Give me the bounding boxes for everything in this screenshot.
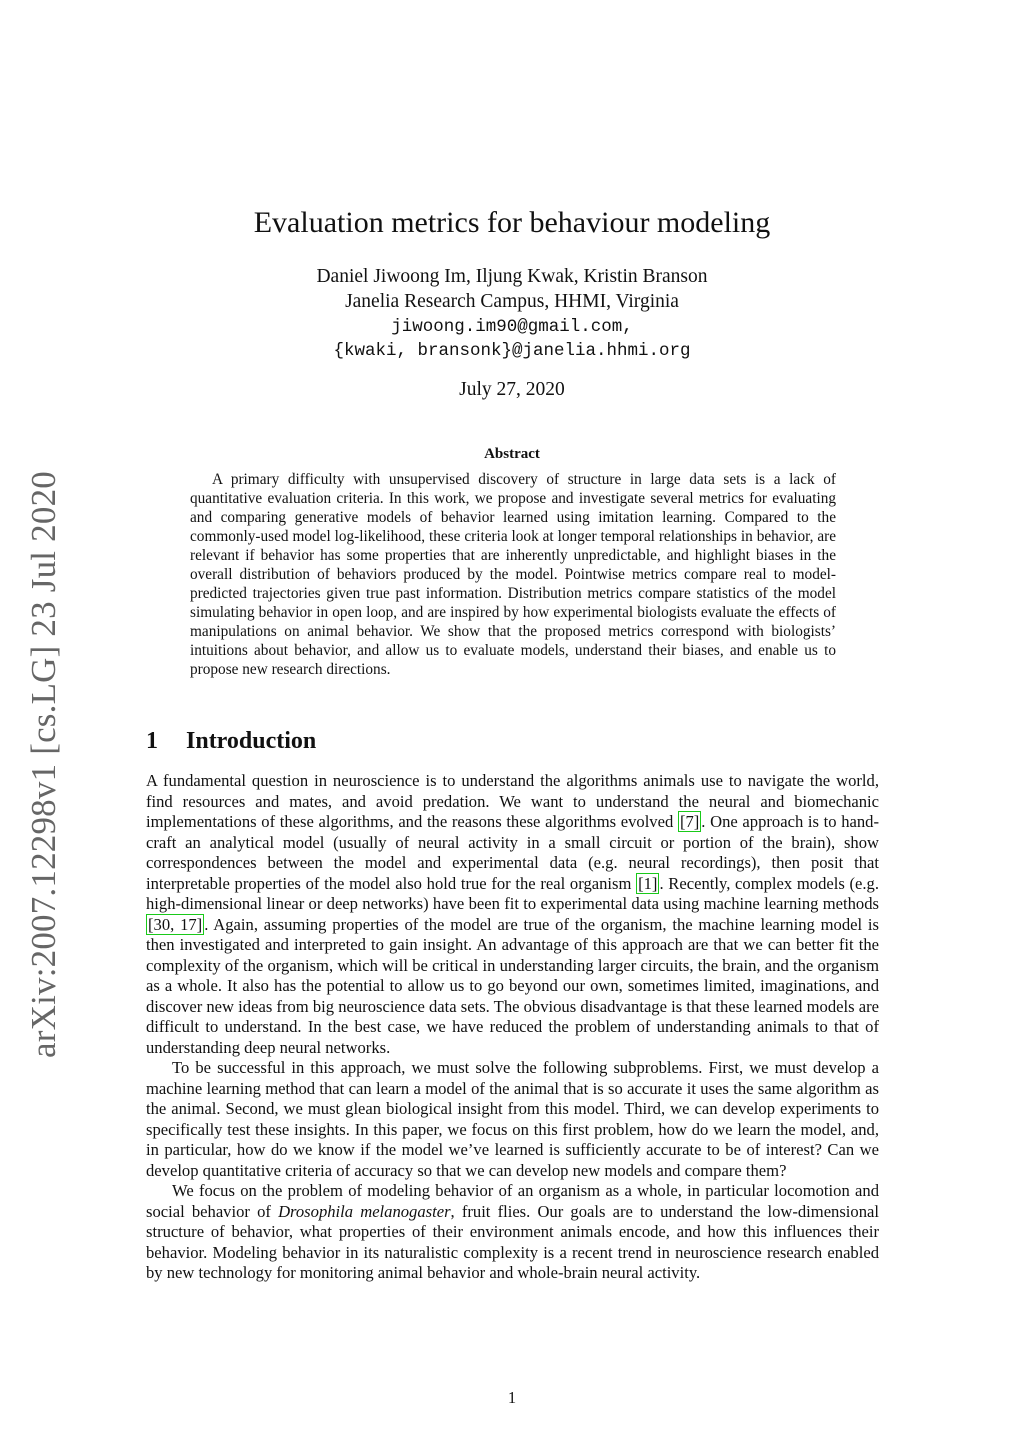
- section-title: Introduction: [186, 728, 317, 754]
- abstract-heading: Abstract: [484, 446, 540, 462]
- citation-link[interactable]: [7]: [679, 812, 700, 831]
- paragraph-text: . One approach is to hand-craft an analytical model (usually of neural activity in a small circuit or portion of the brain), show correspondences between the model and experimental data (e.g. neural recordings), then posit that interpretable properties of the model also hold true for the real organism: [146, 812, 879, 893]
- paragraph: To be successful in this approach, we must solve the following subproblems. First, we must develop a machine learning method that can learn a model of the animal that is so accurate it uses the same algorithm as the animal. Second, we must glean biological insight from this model. Third, we can develop experiments to specifically test these insights. In this paper, we focus on this first problem, how do we learn the model, and, in particular, how do we know if the model we’ve learned is sufficiently accurate to be of interest? Can we develop quantitative criteria of accuracy so that we can develop new models and compare them?: [146, 1058, 879, 1180]
- section-heading: [146, 728, 316, 755]
- affiliation: Janelia Research Campus, HHMI, Virginia: [345, 291, 679, 312]
- citation-link[interactable]: [1]: [638, 873, 658, 893]
- author-email-2[interactable]: {kwaki, bransonk}@janelia.hhmi.org: [333, 341, 691, 361]
- citation-link[interactable]: [30, 17]: [148, 914, 203, 934]
- publication-date: July 27, 2020: [459, 379, 565, 400]
- author-email-1[interactable]: jiwoong.im90@gmail.com,: [391, 317, 633, 337]
- abstract-text: A primary difficulty with unsupervised discovery of structure in large data sets is a lack of quantitative evaluation criteria. In this work, we propose and investigate several metrics for evaluating and comparing generative models of behavior learned using imitation learning. Compared to the commonly-used model log-likelihood, these criteria look at longer temporal relationships in behavior, are relevant if behavior has some properties that are inherently unpredictable, and highlight biases in the overall distribution of behaviors produced by the model. Pointwise metrics compare real to model-predicted trajectories given true past information. Distribution metrics compare statistics of the model simulating behavior in open loop, and are inspired by how experimental biologists evaluate the effects of manipulations on animal behavior. We show that the proposed metrics correspond with biologists’ intuitions about behavior, and allow us to evaluate models, understand their biases, and enable us to propose new research directions.: [190, 471, 836, 678]
- paragraph-text: A fundamental question in neuroscience is to understand the algorithms animals use to navigate the world, find resources and mates, and avoid predation. We want to understand the neural and biomechanic implementations of these algorithms, and the reasons these algorithms evolved: [146, 771, 879, 831]
- section-number: 1: [146, 728, 158, 754]
- paragraph: [146, 771, 879, 1058]
- page-number: 1: [507, 1388, 517, 1407]
- paragraph-text: , fruit flies. Our goals are to understand the low-dimensional structure of behavior, what properties of their environment animals encode, and how this influences their behavior. Modeling behavior in its naturalistic complexity is a recent trend in neuroscience research enabled by new technology for monitoring animal behavior and whole-brain neural activity.: [146, 1201, 879, 1282]
- paragraph: [146, 1181, 879, 1284]
- arxiv-identifier[interactable]: arXiv:2007.12298v1 [cs.LG] 23 Jul 2020: [24, 471, 63, 1058]
- species-name: Drosophila melanogaster: [278, 1201, 451, 1221]
- introduction-body: [146, 771, 879, 1284]
- paragraph-text: . Again, assuming properties of the model are true of the organism, the machine learning model is then investigated and interpreted to gain insight. An advantage of this approach are that we can better fit the complexity of the organism, which will be critical in understanding larger circuits, the brain, and the organism as a whole. It also has the potential to allow us to go beyond our own, sometimes limited, imaginations, and discover new ideas from big neuroscience data sets. The obvious disadvantage is that these learned models are difficult to understand. In the best case, we have reduced the problem of understanding animals to that of understanding deep neural networks.: [146, 914, 879, 1057]
- paper-title: Evaluation metrics for behaviour modeling: [253, 206, 771, 239]
- author-list: Daniel Jiwoong Im, Iljung Kwak, Kristin Branson: [316, 266, 708, 287]
- paragraph-text: We focus on the problem of modeling behavior of an organism as a whole, in particular locomotion and social behavior of: [146, 1181, 879, 1221]
- paragraph-text: . Recently, complex models (e.g. high-dimensional linear or deep networks) have been fit to experimental data using machine learning methods: [146, 873, 879, 913]
